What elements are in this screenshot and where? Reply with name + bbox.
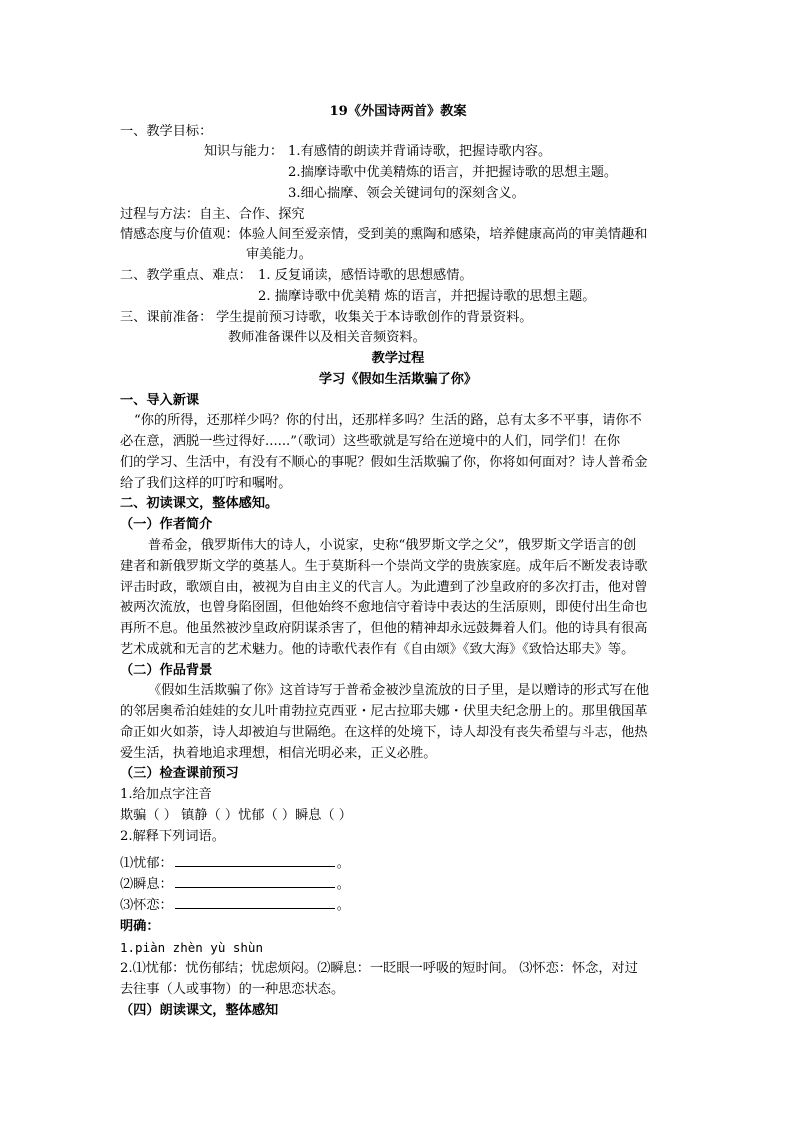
background-heading: （二）作品背景: [120, 663, 213, 678]
answers-heading: 明确：: [120, 919, 160, 934]
key-points-heading: 二、教学重点、难点：: [120, 268, 252, 283]
answers-pinyin: 1.piàn zhèn yù shùn: [120, 940, 263, 955]
author-line: 艺术成就和无言的艺术魅力。他的诗歌代表作有《自由颂》《致大海》《致恰达耶夫》等。: [120, 642, 635, 657]
author-line: 再所不息。他虽然被沙皇政府阴谋杀害了，但他的精神却永远鼓舞着人们。他的诗具有很高: [120, 621, 648, 636]
knowledge-item: 1.有感情的朗读并背诵诗歌，把握诗歌内容。: [288, 144, 552, 159]
knowledge-item: 3.细心揣摩、领会关键词句的深刻含义。: [288, 186, 525, 201]
background-line: 命正如火如荼，诗人却被迫与世隔绝。在这样的处境下，诗人却没有丧失希望与斗志，他热: [120, 725, 648, 740]
intro-line: “你的所得，还那样少吗？你的付出，还那样多吗？生活的路，总有太多不平事，请你不: [134, 413, 642, 428]
preparation-student: 学生提前预习诗歌，收集关于本诗歌创作的背景资料。: [216, 310, 533, 325]
answer-blank[interactable]: [175, 894, 335, 909]
emotion-line: 情感态度与价值观：体验人间至爱亲情，受到美的熏陶和感染，培养健康高尚的审美情趣和: [120, 227, 648, 242]
term-row: [120, 894, 350, 916]
key-point-item: 2. 揣摩诗歌中优美精 炼的语言，并把握诗歌的思想主题。: [258, 289, 596, 304]
term-row: [120, 852, 350, 874]
intro-line: 必在意，洒脱一些过得好......”（歌词）这些歌就是写给在逆境中的人们，同学们！在你: [120, 434, 621, 449]
answer-blank[interactable]: [175, 852, 335, 867]
author-line: 被两次流放，也曾身陷囹圄，但他始终不愈地信守着诗中表达的生活原则，即使付出生命也: [120, 600, 648, 615]
background-line: 的邻居奥希泊娃娃的女儿叶甫勃拉克西亚・尼古拉耶夫娜・伏里夫纪念册上的。那里俄国革: [120, 704, 648, 719]
preparation-teacher: 教师准备课件以及相关音频资料。: [228, 330, 426, 345]
author-heading: （一）作者简介: [120, 517, 213, 532]
knowledge-label: 知识与能力：: [204, 144, 284, 159]
preview-question-1-items: 欺骗（ ） 镇静（ ）忧郁（ ）瞬息（ ）: [120, 808, 352, 823]
term-row: [120, 873, 350, 895]
intro-line: 给了我们这样的叮咛和嘱咐。: [120, 476, 292, 491]
answer-blank[interactable]: [175, 873, 335, 888]
background-line: 《假如生活欺骗了你》这首诗写于普希金被沙皇流放的日子里，是以赠诗的形式写在他: [148, 683, 650, 698]
key-point-item: 1. 反复诵读，感悟诗歌的思想感情。: [258, 268, 473, 283]
answers-definitions: 2.⑴忧郁：忧伤郁结；忧虑烦闷。⑵瞬息：一眨眼一呼吸的短时间。 ⑶怀恋：怀念，对过: [120, 961, 638, 976]
knowledge-item: 2.揣摩诗歌中优美精炼的语言，并把握诗歌的思想主题。: [288, 165, 618, 180]
process-method: 过程与方法：自主、合作、探究: [120, 207, 305, 222]
document-title: 19《外国诗两首》教案: [329, 104, 467, 119]
objectives-heading: 一、教学目标：: [120, 124, 213, 139]
lesson-title: 学习《假如生活欺骗了你》: [318, 372, 478, 387]
preparation-heading: 三、课前准备：: [120, 310, 213, 325]
emotion-line: 审美能力。: [246, 247, 312, 262]
term-label: ⑴忧郁：: [120, 856, 173, 871]
blank-end: 。: [336, 877, 350, 892]
author-line: 评击时政，歌颂自由，被视为自由主义的代言人。为此遭到了沙皇政府的多次打击，他对曾: [120, 580, 648, 595]
intro-heading: 一、导入新课: [120, 393, 200, 408]
term-label: ⑵瞬息：: [120, 877, 173, 892]
blank-end: 。: [336, 898, 350, 913]
background-line: 爱生活，执着地追求理想，相信光明必来，正义必胜。: [120, 746, 437, 761]
author-line: 普希金，俄罗斯伟大的诗人，小说家，史称“俄罗斯文学之父”，俄罗斯文学语言的创: [148, 538, 637, 553]
blank-end: 。: [336, 856, 350, 871]
first-read-heading: 二、初读课文，整体感知。: [120, 496, 279, 511]
reading-heading: （四）朗读课文，整体感知: [120, 1003, 279, 1018]
preview-question-2: 2.解释下列词语。: [120, 829, 225, 844]
preview-heading: （三）检查课前预习: [120, 766, 239, 781]
author-line: 建者和新俄罗斯文学的奠基人。生于莫斯科一个崇尚文学的贵族家庭。成年后不断发表诗歌: [120, 559, 648, 574]
term-label: ⑶怀恋：: [120, 898, 173, 913]
preview-question-1: 1.给加点字注音: [120, 787, 212, 802]
answers-definitions: 去往事（人或事物）的一种思恋状态。: [120, 982, 345, 997]
intro-line: 们的学习、生活中，有没有不顺心的事呢？假如生活欺骗了你，你将如何面对？诗人普希金: [120, 455, 648, 470]
process-title: 教学过程: [371, 351, 425, 366]
